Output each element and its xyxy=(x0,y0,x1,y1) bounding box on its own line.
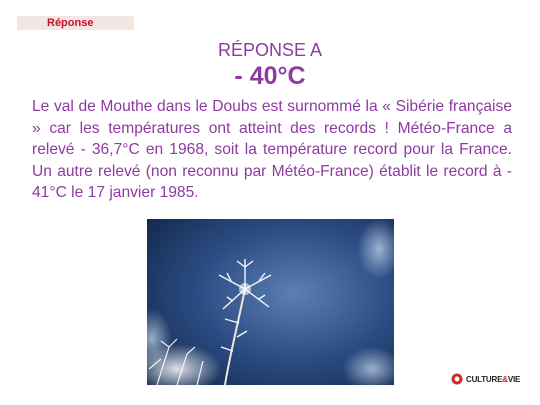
answer-heading: RÉPONSE A xyxy=(217,40,323,60)
logo-text: CULTURE&VIE xyxy=(466,374,521,384)
culture-et-vie-logo xyxy=(451,371,520,387)
section-tag: Réponse xyxy=(17,16,134,30)
explanation-paragraph: Le val de Mouthe dans le Doubs est surnommé la « Sibérie française » car les températures ont atteint des records ! Météo-France a relevé - 36,7°C en 1968, soit la température record pour la France. Un autre relevé (non reconnu par Météo-France) établit le record à - 41°C le 17 janvier 1985. xyxy=(32,98,512,202)
logo-mark-icon xyxy=(451,373,463,385)
answer-value: - 40°C xyxy=(234,62,306,90)
frost-crystal-photo xyxy=(147,219,394,385)
frost-crystal-image xyxy=(147,219,394,385)
